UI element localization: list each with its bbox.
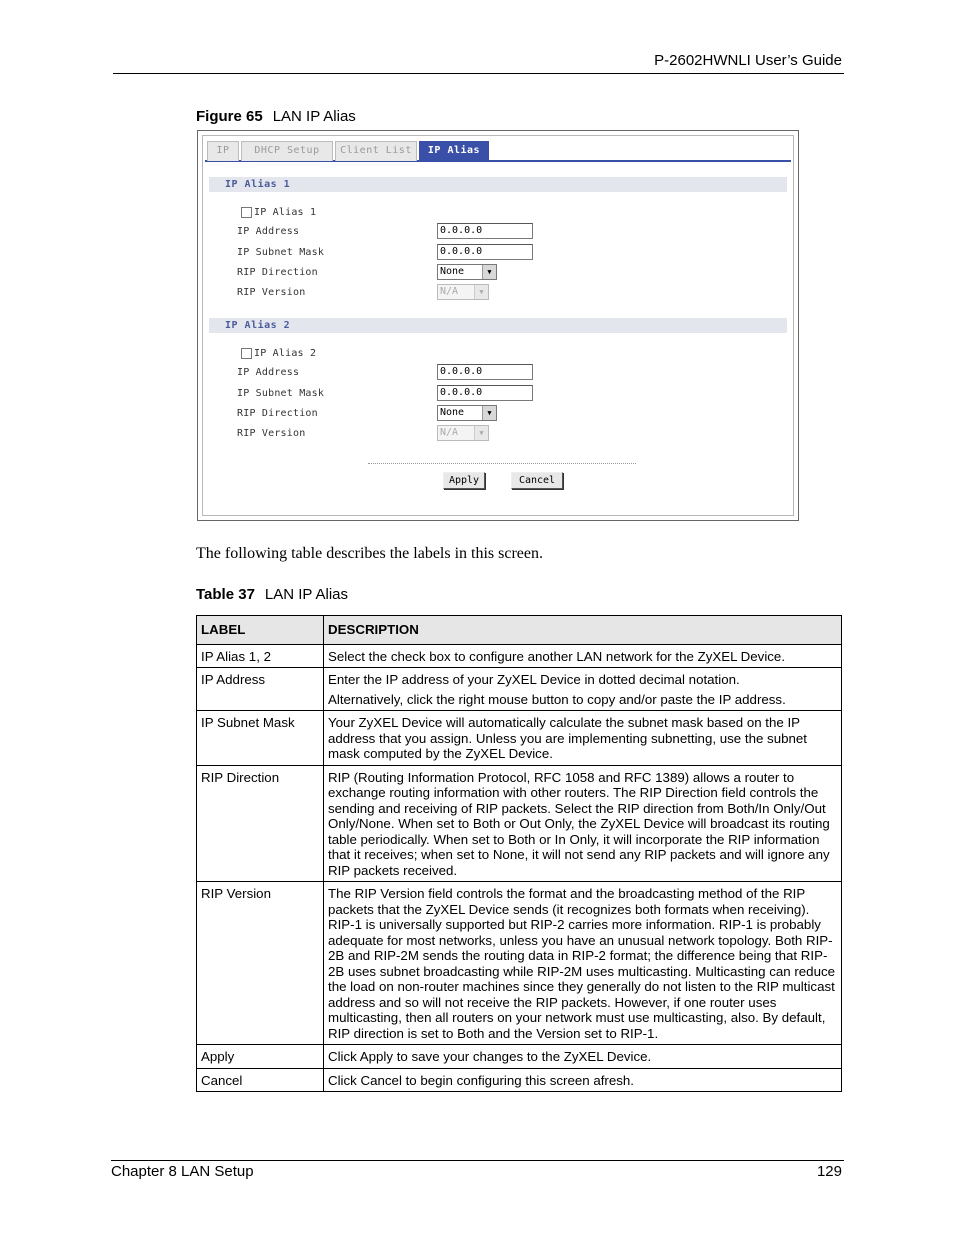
table-number: Table 37 xyxy=(196,586,255,603)
rip-direction-label-1: RIP Direction xyxy=(237,267,318,278)
chevron-down-icon: ▼ xyxy=(482,265,496,279)
ip-address-input-2[interactable]: 0.0.0.0 xyxy=(437,364,533,380)
chevron-down-icon: ▼ xyxy=(474,426,488,440)
figure-number: Figure 65 xyxy=(196,108,263,125)
table-header-row xyxy=(197,616,842,645)
rip-direction-value-1: None xyxy=(440,266,465,277)
row-description: The RIP Version field controls the format and the broadcasting method of the RIP packets that the ZyXEL Device sends (it recognizes both formats when receiving). RIP-1 is universally supported but RIP-2 carries more information. RIP-1 is probably adequate for most networks, unless you have an unusual network topology. Both RIP-2B and RIP-2M sends the routing data in RIP-2 format; the difference being that RIP-2B uses subnet broadcasting while RIP-2M uses multicasting. Multicasting can reduce the load on non-router machines since they generally do not listen to the RIP multicast address and so will not receive the RIP packets. However, if one router uses multicasting, then all routers on your network must use multicasting, also. By default, RIP direction is set to Both and the Version set to RIP-1. xyxy=(324,882,842,1045)
screenshot-frame xyxy=(197,130,799,521)
section-ip-alias-2: IP Alias 2 xyxy=(209,318,787,333)
row-label: RIP Direction xyxy=(197,765,324,882)
tab-ip[interactable]: IP xyxy=(207,141,239,161)
apply-button[interactable]: Apply xyxy=(443,472,485,489)
col-description-header: DESCRIPTION xyxy=(324,616,842,645)
row-description-line: Enter the IP address of your ZyXEL Device in dotted decimal notation. xyxy=(328,672,740,687)
ip-alias-1-checkbox-label: IP Alias 1 xyxy=(254,207,317,218)
table-row xyxy=(197,1045,842,1069)
subnet-mask-label-2: IP Subnet Mask xyxy=(237,388,325,399)
table-row xyxy=(197,668,842,711)
row-label: RIP Version xyxy=(197,882,324,1045)
tab-client-list[interactable]: Client List xyxy=(335,141,417,161)
col-label-header: LABEL xyxy=(197,616,324,645)
rip-version-label-2: RIP Version xyxy=(237,428,306,439)
ip-address-label-1: IP Address xyxy=(237,226,300,237)
row-description: RIP (Routing Information Protocol, RFC 1058 and RFC 1389) allows a router to exchange routing information with other routers. The RIP Direction field controls the sending and receiving of RIP packets. Select the RIP direction from Both/In Only/Out Only/None. When set to Both or Out Only, the ZyXEL Device will broadcast its routing table periodically. When set to Both or In Only, it will incorporate the RIP information that it receives; when set to None, it will not send any RIP packets and will ignore any RIP packets received. xyxy=(324,765,842,882)
row-description: Click Cancel to begin configuring this screen afresh. xyxy=(324,1068,842,1092)
row-label: IP Subnet Mask xyxy=(197,711,324,766)
rip-version-select-1 xyxy=(437,284,489,300)
row-label: Apply xyxy=(197,1045,324,1069)
footer-chapter: Chapter 8 LAN Setup xyxy=(111,1163,254,1180)
chevron-down-icon: ▼ xyxy=(482,406,496,420)
rip-version-value-2: N/A xyxy=(440,427,459,438)
label-description-table xyxy=(196,615,842,1092)
tab-bar xyxy=(205,138,791,162)
chevron-down-icon: ▼ xyxy=(474,285,488,299)
row-label: IP Alias 1, 2 xyxy=(197,644,324,668)
rip-direction-label-2: RIP Direction xyxy=(237,408,318,419)
row-description: Select the check box to configure another LAN network for the ZyXEL Device. xyxy=(324,644,842,668)
tab-dhcp-setup[interactable]: DHCP Setup xyxy=(241,141,333,161)
rip-version-value-1: N/A xyxy=(440,286,459,297)
table-row xyxy=(197,1068,842,1092)
rip-version-label-1: RIP Version xyxy=(237,287,306,298)
row-description: Click Apply to save your changes to the ZyXEL Device. xyxy=(324,1045,842,1069)
row-description: Your ZyXEL Device will automatically calculate the subnet mask based on the IP address that you assign. Unless you are implementing subnetting, use the subnet mask computed by the ZyXEL Device. xyxy=(324,711,842,766)
header-rule xyxy=(113,73,844,74)
table-title: LAN IP Alias xyxy=(264,586,349,603)
ip-address-input-1[interactable]: 0.0.0.0 xyxy=(437,223,533,239)
figure-title: LAN IP Alias xyxy=(272,108,356,125)
table-row xyxy=(197,711,842,766)
rip-direction-select-1[interactable] xyxy=(437,264,497,280)
row-label: IP Address xyxy=(197,668,324,711)
row-label: Cancel xyxy=(197,1068,324,1092)
ip-alias-2-checkbox[interactable] xyxy=(241,348,252,359)
subnet-mask-label-1: IP Subnet Mask xyxy=(237,247,325,258)
screenshot-panel xyxy=(202,135,794,516)
rip-direction-select-2[interactable] xyxy=(437,405,497,421)
tab-ip-alias[interactable]: IP Alias xyxy=(419,141,489,161)
row-description-line: Alternatively, click the right mouse button to copy and/or paste the IP address. xyxy=(328,691,786,707)
table-row xyxy=(197,765,842,882)
table-row xyxy=(197,644,842,668)
footer-rule xyxy=(111,1160,844,1161)
section-ip-alias-1: IP Alias 1 xyxy=(209,177,787,192)
page-number: 129 xyxy=(816,1163,842,1180)
table-row xyxy=(197,882,842,1045)
subnet-mask-input-1[interactable]: 0.0.0.0 xyxy=(437,244,533,260)
ip-alias-2-checkbox-label: IP Alias 2 xyxy=(254,348,317,359)
dotted-divider xyxy=(368,463,636,464)
rip-version-select-2 xyxy=(437,425,489,441)
table-caption xyxy=(196,586,348,603)
guide-title: P-2602HWNLI User’s Guide xyxy=(654,52,842,69)
row-description xyxy=(324,668,842,711)
intro-text: The following table describes the labels in this screen. xyxy=(196,545,544,562)
rip-direction-value-2: None xyxy=(440,407,465,418)
subnet-mask-input-2[interactable]: 0.0.0.0 xyxy=(437,385,533,401)
cancel-button[interactable]: Cancel xyxy=(511,472,563,489)
ip-address-label-2: IP Address xyxy=(237,367,300,378)
figure-caption xyxy=(196,108,356,125)
ip-alias-1-checkbox[interactable] xyxy=(241,207,252,218)
